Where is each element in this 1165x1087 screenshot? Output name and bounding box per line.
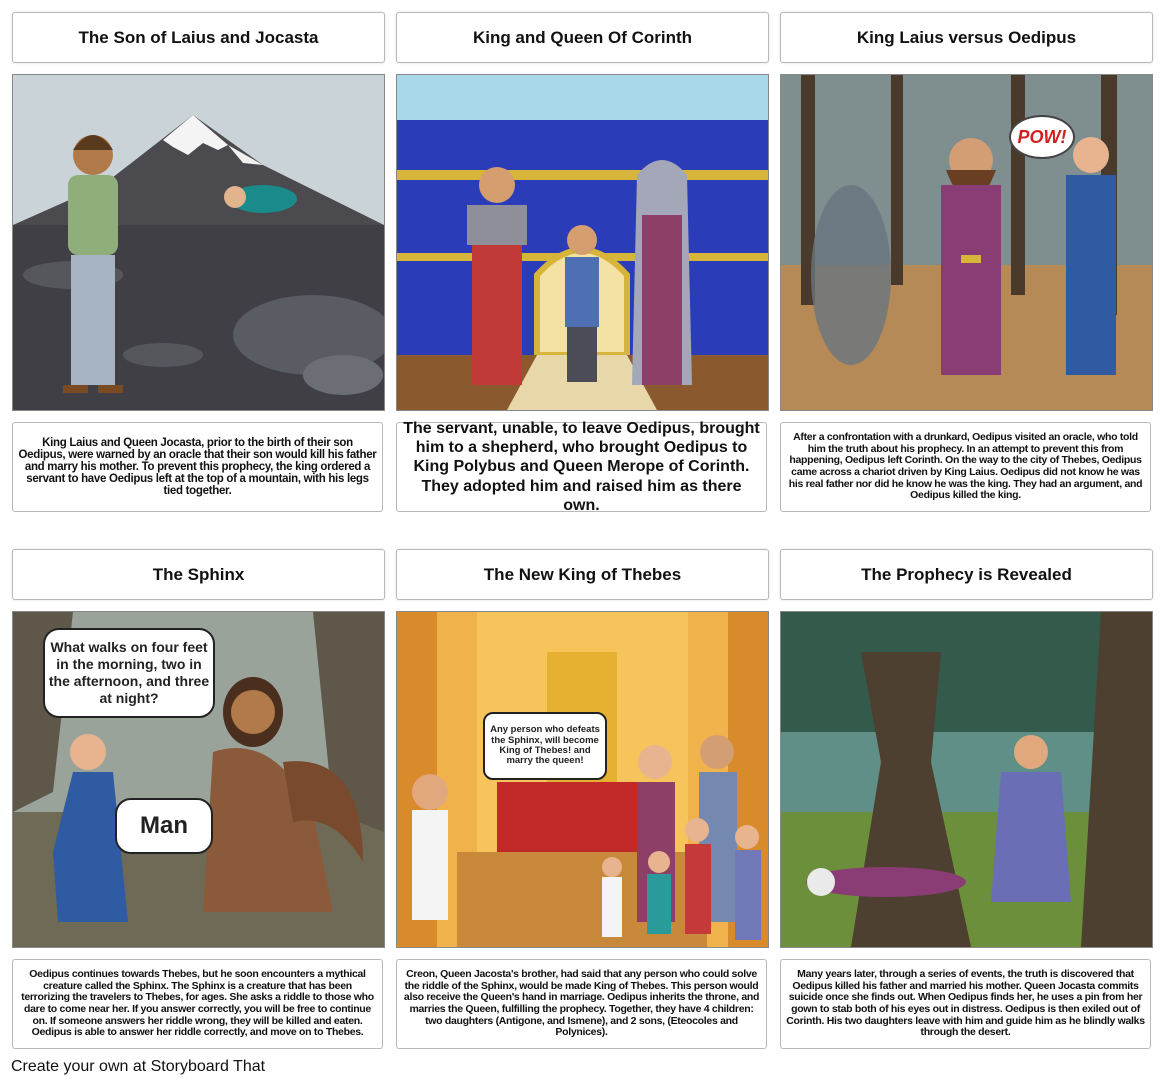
- panel-4-caption: Oedipus continues towards Thebes, but he soon encounters a mythical creature called the Sphinx. The Sphinx is a creature that has been terrorizing the travelers to Thebes, for ages. She asks a riddle to those who dare to come near her. If you answer correctly, you will be free to continue on. If someone answers her riddle wrong, they will be killed and eaten. Oedipus is able to answer her riddle correctly, and move on to Thebes.: [12, 959, 383, 1049]
- panel-2-scene: [396, 74, 769, 411]
- panel-4-title: The Sphinx: [12, 549, 385, 600]
- panel-2-caption: The servant, unable, to leave Oedipus, brought him to a shepherd, who brought Oedipus to King Polybus and Queen Merope of Corinth. They adopted him and raised him as there own.: [396, 422, 767, 512]
- panel-6-scene: [780, 611, 1153, 948]
- creon-speech-bubble: Any person who defeats the Sphinx, will become King of Thebes! and marry the queen!: [483, 712, 607, 780]
- oedipus-answer-bubble: Man: [115, 798, 213, 854]
- panel-5-caption: Creon, Queen Jacosta's brother, had said that any person who could solve the riddle of the Sphinx, would be made King of Thebes. This person would also receive the Queen's hand in marriage. Oedipus inherits the throne, and marries the Queen, fulfilling the prophecy. Together, they have 4 children: two daughters (Antigone, and Ismene), and 2 sons, (Eteocoles and Polynices).: [396, 959, 767, 1049]
- sphinx-riddle-bubble: What walks on four feet in the morning, two in the afternoon, and three at night?: [43, 628, 215, 718]
- pow-sound-effect: POW!: [1009, 115, 1075, 159]
- panel-6-caption: Many years later, through a series of events, the truth is discovered that Oedipus killed his father and married his mother. Queen Jocasta commits suicide once she finds out. When Oedipus finds her, he uses a pin from her gown to stab both of his eyes out in distress. Oedipus is then exiled out of Corinth. His two daughters leave with him and guide him as he blindly walks through the desert.: [780, 959, 1151, 1049]
- panel-5-scene: [396, 611, 769, 948]
- panel-1-caption: King Laius and Queen Jocasta, prior to the birth of their son Oedipus, were warned by an oracle that their son would kill his father and marry his mother. To prevent this prophecy, the king ordered a servant to have Oedipus left at the top of a mountain, with his legs tied together.: [12, 422, 383, 512]
- panel-6-title: The Prophecy is Revealed: [780, 549, 1153, 600]
- panel-3-scene: [780, 74, 1153, 411]
- panel-3-title: King Laius versus Oedipus: [780, 12, 1153, 63]
- panel-5-title: The New King of Thebes: [396, 549, 769, 600]
- panel-3-caption: After a confrontation with a drunkard, Oedipus visited an oracle, who told him the truth about his prophecy. In an attempt to prevent this from happening, Oedipus left Corinth. On the way to the city of Thebes, Oedipus came across a chariot driven by King Laius. Oedipus did not know he was his real father nor did he know he was the king. They had an argument, and Oedipus killed the king.: [780, 422, 1151, 512]
- storyboard-that-credit[interactable]: Create your own at Storyboard That: [11, 1058, 266, 1075]
- panel-4-scene: [12, 611, 385, 948]
- panel-1-title: The Son of Laius and Jocasta: [12, 12, 385, 63]
- panel-1-scene: [12, 74, 385, 411]
- panel-2-title: King and Queen Of Corinth: [396, 12, 769, 63]
